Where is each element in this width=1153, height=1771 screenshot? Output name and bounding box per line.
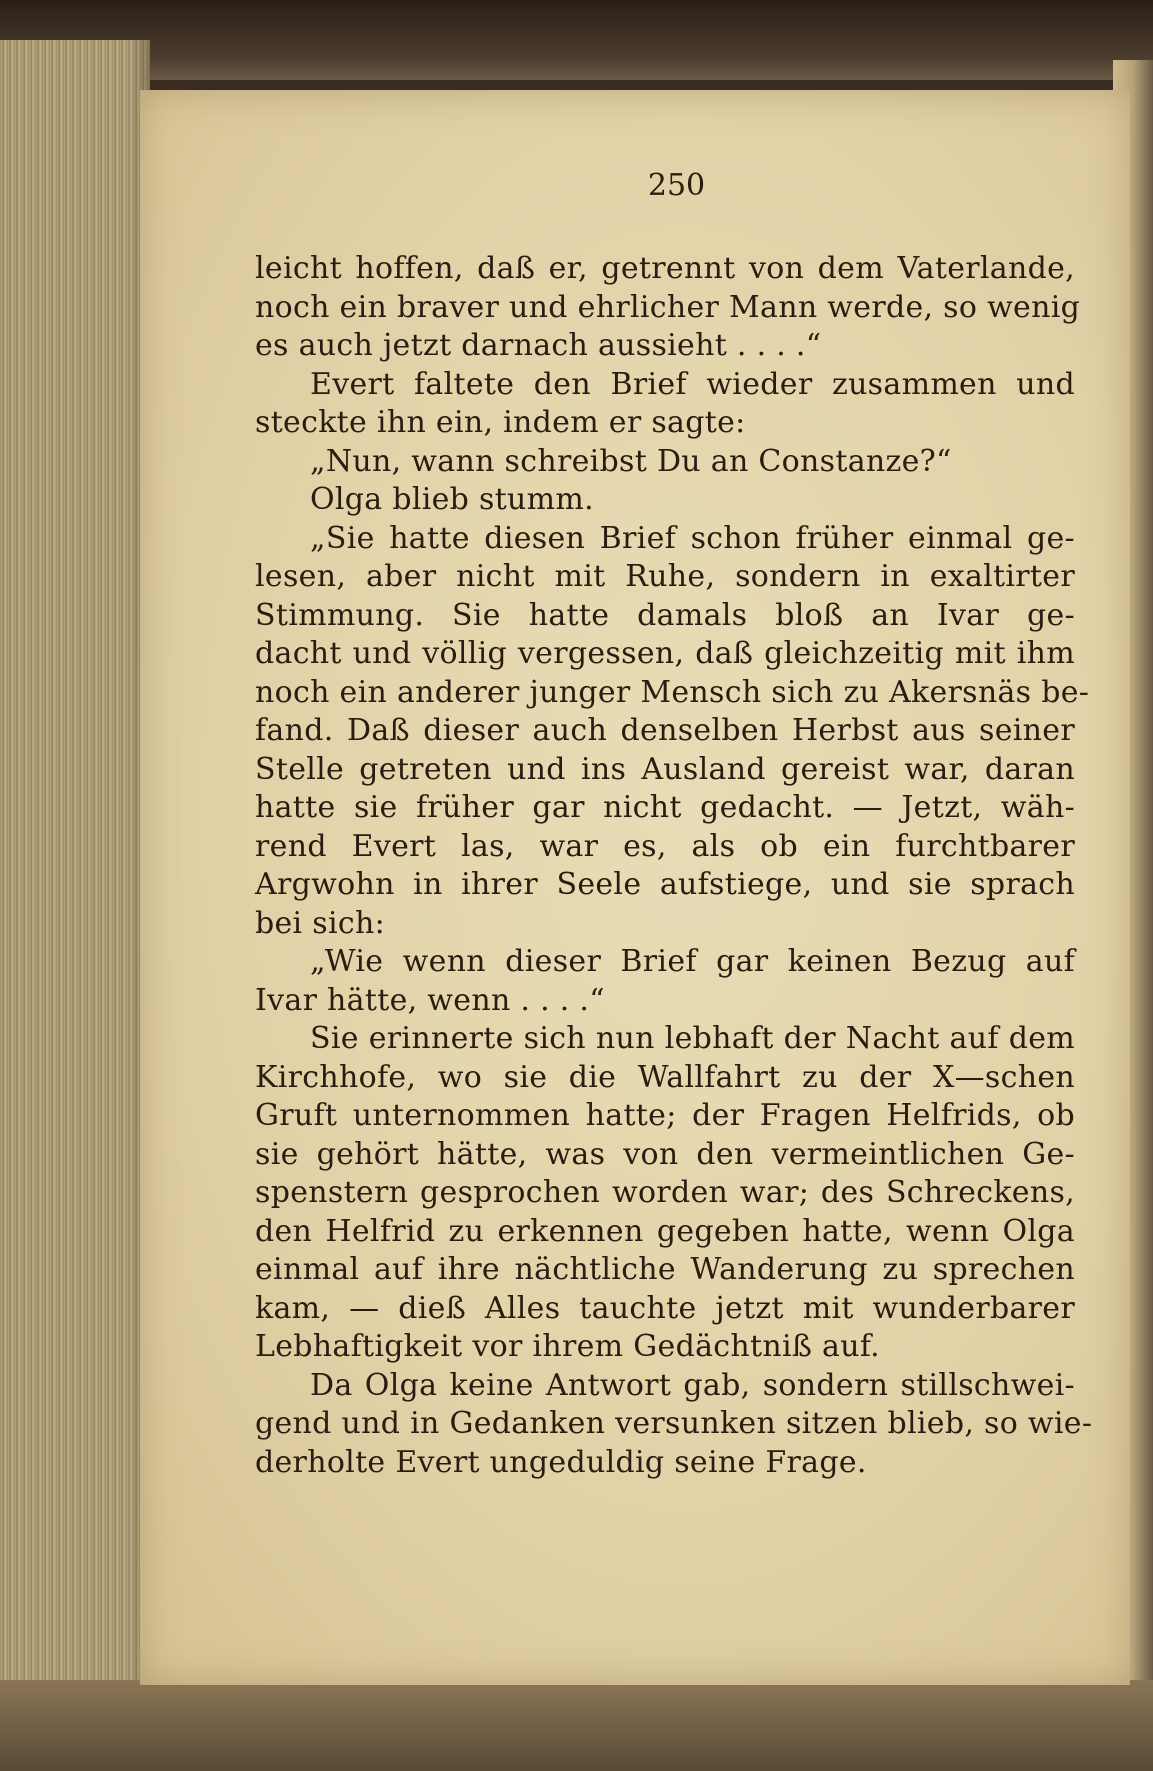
text-line: Da Olga keine Antwort gab, sondern stillschwei- — [310, 1367, 1075, 1403]
text-line: Olga blieb stumm. — [310, 482, 595, 517]
text-line: derholte Evert ungeduldig seine Frage. — [255, 1444, 867, 1480]
text-line: rend Evert las, war es, als ob ein furchtbarer — [255, 828, 1075, 864]
text-line: hatte sie früher gar nicht gedacht. — Jetzt, wäh- — [255, 790, 1075, 825]
text-line: Argwohn in ihrer Seele aufstiege, und sie sprach — [255, 867, 1075, 902]
text-line: sie gehört hätte, was von den vermeintlichen Ge- — [255, 1136, 1075, 1172]
page-text — [255, 250, 1093, 1482]
text-line: einmal auf ihre nächtliche Wanderung zu sprechen — [255, 1252, 1075, 1287]
text-line: leicht hoffen, daß er, getrennt von dem Vaterlande, — [255, 251, 1075, 286]
text-line: „Nun, wann schreibst Du an Constanze?“ — [310, 443, 952, 479]
book-bottom-edge — [0, 1680, 1153, 1771]
text-line: noch ein anderer junger Mensch sich zu Akersnäs be- — [255, 674, 1090, 710]
page-number: 250 — [647, 168, 706, 203]
text-line: Lebhaftigkeit vor ihrem Gedächtniß auf. — [255, 1329, 881, 1364]
text-line: Stelle getreten und ins Ausland gereist war, daran — [255, 751, 1075, 787]
page-edges — [0, 40, 150, 1771]
text-line: dacht und völlig vergessen, daß gleichzeitig mit ihm — [255, 636, 1075, 671]
text-line: Stimmung. Sie hatte damals bloß an Ivar ge- — [255, 597, 1075, 633]
text-line: den Helfrid zu erkennen gegeben hatte, wenn Olga — [255, 1213, 1075, 1249]
text-line: Gruft unternommen hatte; der Fragen Helfrids, ob — [255, 1098, 1075, 1133]
text-line: lesen, aber nicht mit Ruhe, sondern in exaltirter — [255, 559, 1075, 594]
text-line: Ivar hätte, wenn . . . .“ — [255, 982, 605, 1018]
text-line: „Sie hatte diesen Brief schon früher einmal ge- — [310, 520, 1075, 556]
text-line: Sie erinnerte sich nun lebhaft der Nacht auf dem — [310, 1021, 1075, 1056]
text-line: Evert faltete den Brief wieder zusammen und — [310, 366, 1075, 402]
text-line: fand. Daß dieser auch denselben Herbst aus seiner — [255, 713, 1075, 748]
text-line: es auch jetzt darnach aussieht . . . .“ — [255, 328, 822, 363]
text-line: gend und in Gedanken versunken sitzen blieb, so wie- — [255, 1406, 1093, 1441]
text-line: noch ein braver und ehrlicher Mann werde, so wenig — [255, 289, 1081, 325]
text-line: „Wie wenn dieser Brief gar keinen Bezug auf — [310, 944, 1075, 979]
book-cover-top — [0, 0, 1153, 80]
text-line: kam, — dieß Alles tauchte jetzt mit wunderbarer — [255, 1290, 1075, 1326]
text-line: steckte ihn ein, indem er sagte: — [255, 405, 746, 440]
text-line: spenstern gesprochen worden war; des Schreckens, — [255, 1175, 1075, 1210]
text-line: bei sich: — [255, 905, 386, 941]
text-line: Kirchhofe, wo sie die Wallfahrt zu der X—schen — [255, 1059, 1075, 1095]
